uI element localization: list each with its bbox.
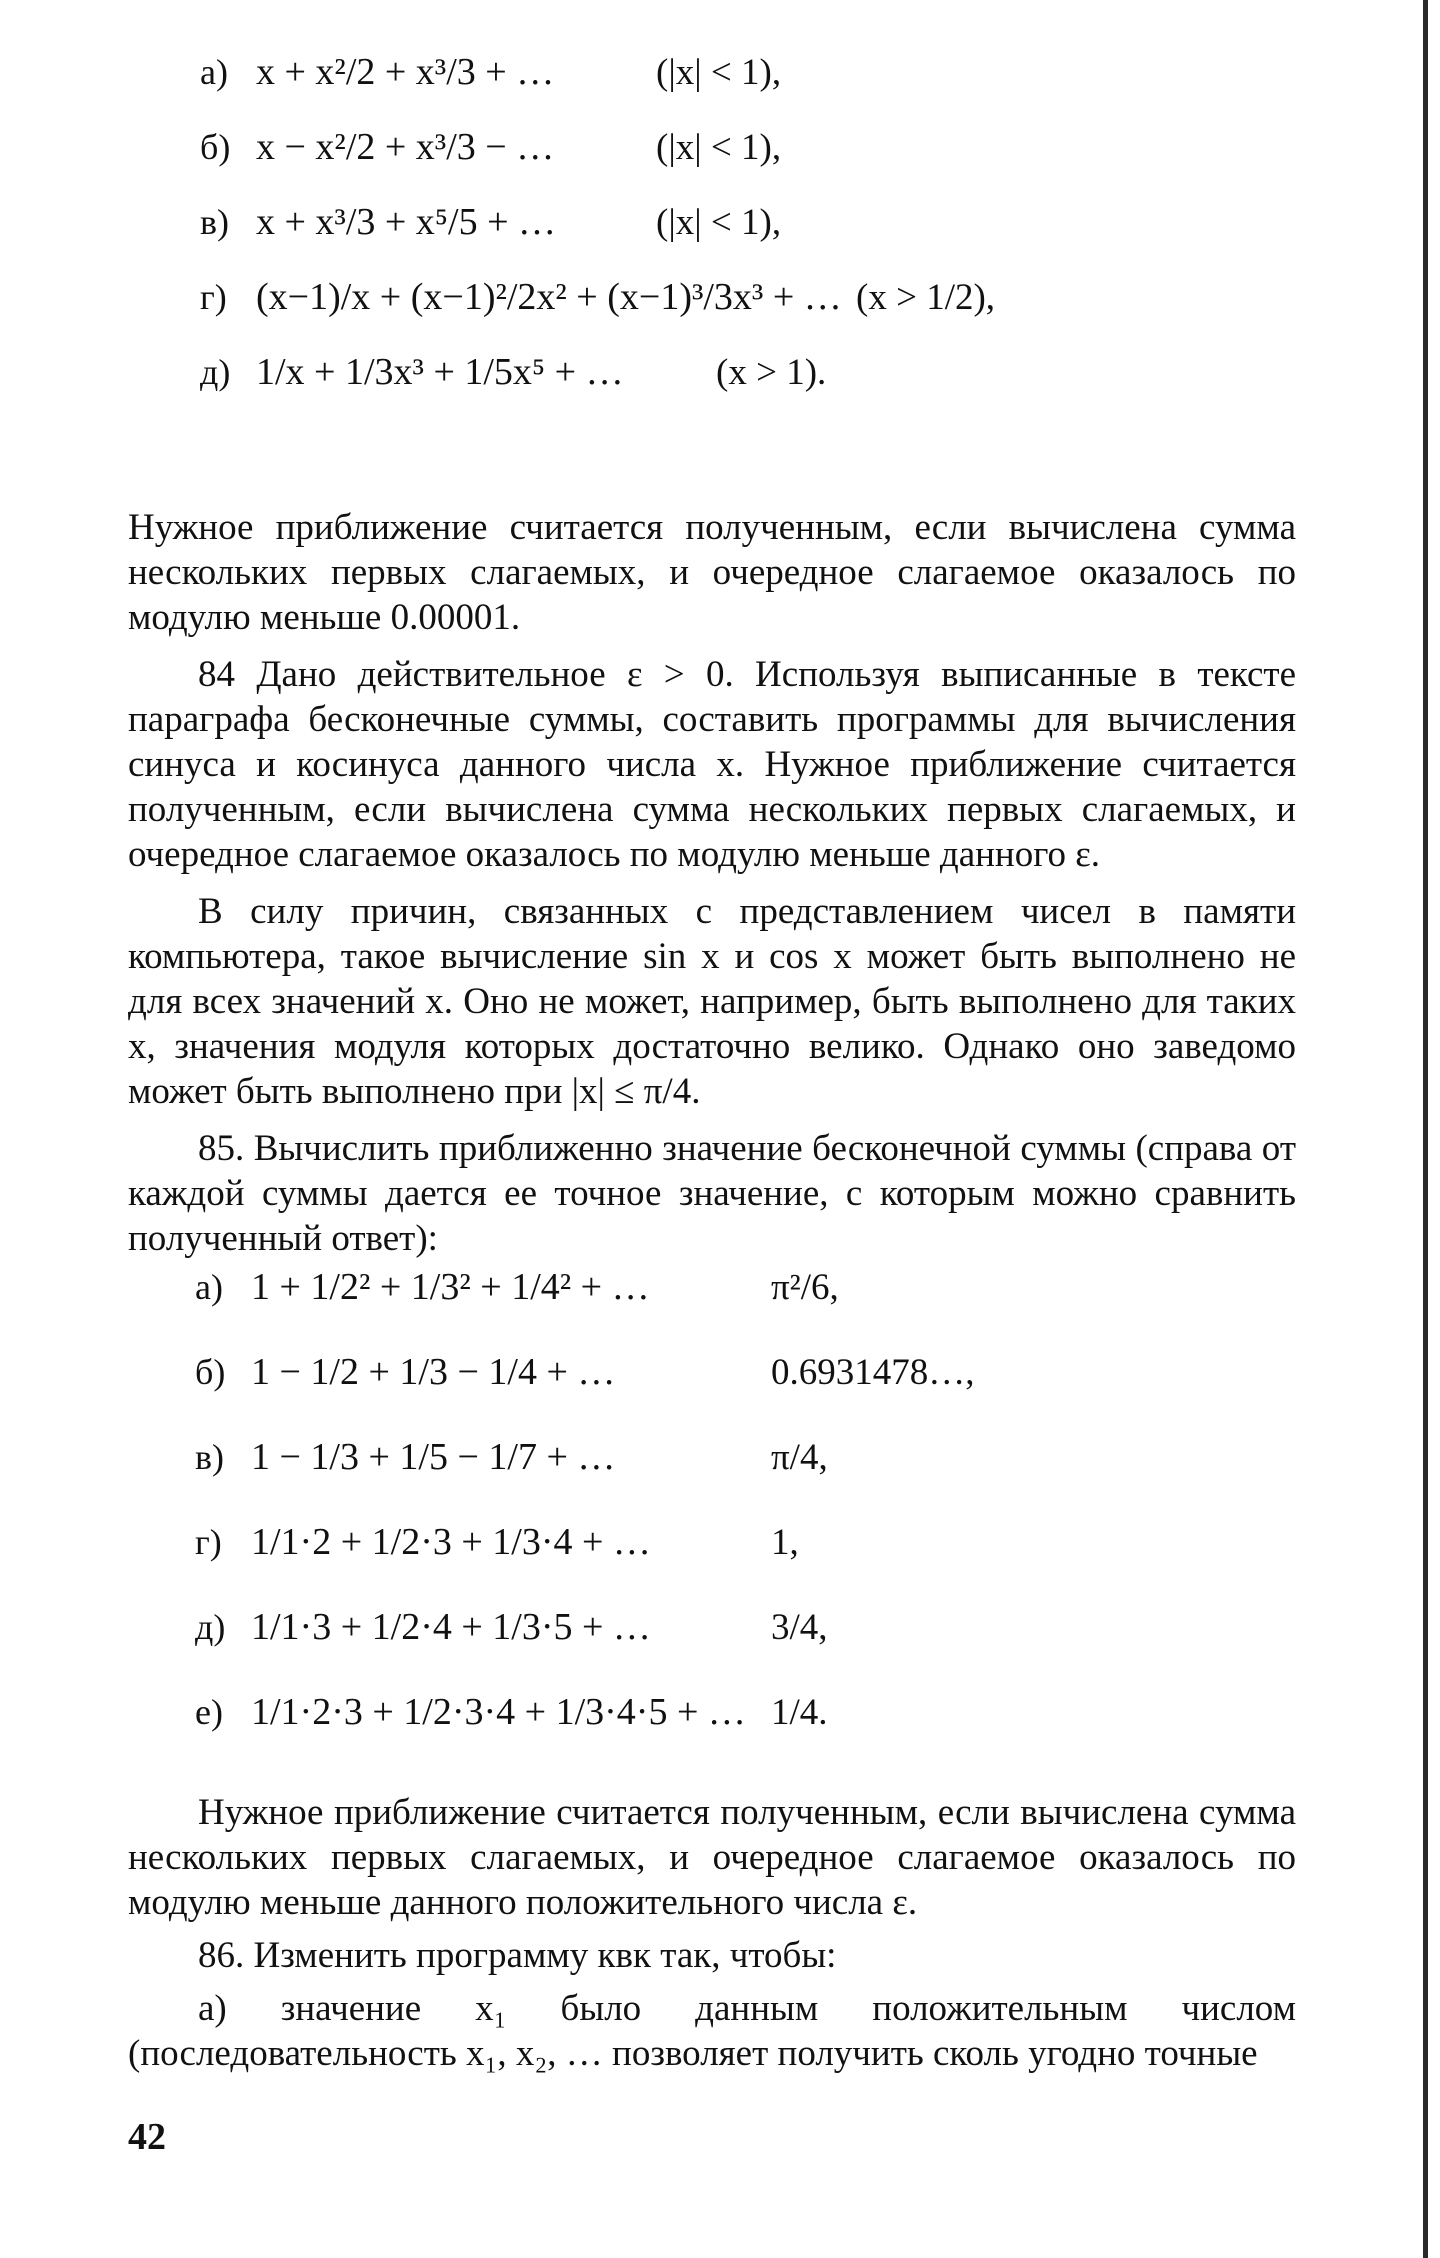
series2-b (195, 1350, 975, 1394)
paragraph-exercise-84: 84 Дано действительное ε > 0. Используя выписанные в тексте параграфа бесконечные суммы, составить программы для вычисления синуса и косинуса данного числа x. Нужное приближение считается полученным, если вычислена сумма нескольких первых слагаемых, и очередное слагаемое оказалось по модулю меньше данного ε. (128, 654, 1296, 875)
series-label: д) (200, 352, 231, 392)
series-condition: (x > 1/2), (856, 276, 996, 318)
series-value: π/4, (771, 1436, 828, 1478)
series-expression: 1/1·3 + 1/2·4 + 1/3·5 + … (251, 1606, 651, 1648)
series-label: а) (200, 52, 228, 92)
series-expression: 1 − 1/2 + 1/3 − 1/4 + … (251, 1351, 616, 1393)
series-condition: (|x| < 1), (656, 201, 782, 243)
series-expression: x + x³/3 + x⁵/5 + … (256, 201, 557, 243)
series1-b (200, 125, 781, 169)
series2-c (195, 1435, 828, 1479)
series1-d (200, 275, 995, 319)
series-label: в) (195, 1437, 224, 1477)
series2-e (195, 1605, 828, 1649)
series-value: 1/4. (771, 1691, 828, 1733)
series-expression: (x−1)/x + (x−1)²/2x² + (x−1)³/3x³ + … (256, 276, 842, 318)
series-label: а) (195, 1267, 223, 1307)
series-expression: 1/x + 1/3x³ + 1/5x⁵ + … (256, 351, 624, 393)
series1-a (200, 50, 781, 94)
series-condition: (|x| < 1), (656, 51, 782, 93)
text-section-1 (128, 505, 1296, 1261)
series-label: г) (200, 277, 227, 317)
paragraph-approximation-note-2: Нужное приближение считается полученным, если вычислена сумма нескольких первых слагаемых, и очередное слагаемое оказалось по модулю меньше данного положительного числа ε. (128, 1792, 1296, 1923)
series-expression: 1 − 1/3 + 1/5 − 1/7 + … (251, 1436, 616, 1478)
paragraph-exercise-85: 85. Вычислить приближенно значение бесконечной суммы (справа от каждой суммы дается ее точное значение, с которым можно сравнить полученный ответ): (128, 1128, 1296, 1259)
series-expression: x − x²/2 + x³/3 − … (256, 126, 555, 168)
series1-e (200, 350, 826, 394)
series-label: д) (195, 1607, 226, 1647)
series-value: 1, (771, 1521, 799, 1563)
series-label: б) (200, 127, 231, 167)
series2-f (195, 1690, 828, 1734)
series-condition: (|x| < 1), (656, 126, 782, 168)
series-label: в) (200, 202, 229, 242)
text-section-2 (128, 1790, 1296, 2076)
series-value: 0.6931478…, (771, 1351, 975, 1393)
series-label: е) (195, 1692, 223, 1732)
paragraph-exercise-86-a: а) значение x₁ было данным положительным числом (последовательность x₁, x₂, … позволяет получить сколь угодно точные (128, 1988, 1296, 2074)
page-edge-shadow (1423, 0, 1428, 2258)
paragraph-approximation-note: Нужное приближение считается полученным, если вычислена сумма нескольких первых слагаемых, и очередное слагаемое оказалось по модулю меньше 0.00001. (128, 507, 1296, 638)
paragraph-exercise-86: 86. Изменить программу квк так, чтобы: (198, 1935, 837, 1976)
series-value: π²/6, (771, 1266, 839, 1308)
page-number: 42 (128, 2116, 166, 2158)
series2-a (195, 1265, 839, 1309)
paragraph-sin-cos-note: В силу причин, связанных с представлением чисел в памяти компьютера, такое вычисление sin x и cos x может быть выполнено не для всех значений x. Оно не может, например, быть выполнено для таких x, значения модуля которых достаточно велико. Однако оно заведомо может быть выполнено при |x| ≤ π/4. (128, 891, 1296, 1112)
series-expression: 1/1·2·3 + 1/2·3·4 + 1/3·4·5 + … (251, 1691, 746, 1733)
series-expression: 1 + 1/2² + 1/3² + 1/4² + … (251, 1266, 650, 1308)
series-expression: x + x²/2 + x³/3 + … (256, 51, 555, 93)
series-expression: 1/1·2 + 1/2·3 + 1/3·4 + … (251, 1521, 651, 1563)
series-label: г) (195, 1522, 222, 1562)
series2-d (195, 1520, 799, 1564)
series-label: б) (195, 1352, 226, 1392)
series-condition: (x > 1). (716, 351, 827, 393)
series1-c (200, 200, 781, 244)
series-value: 3/4, (771, 1606, 828, 1648)
